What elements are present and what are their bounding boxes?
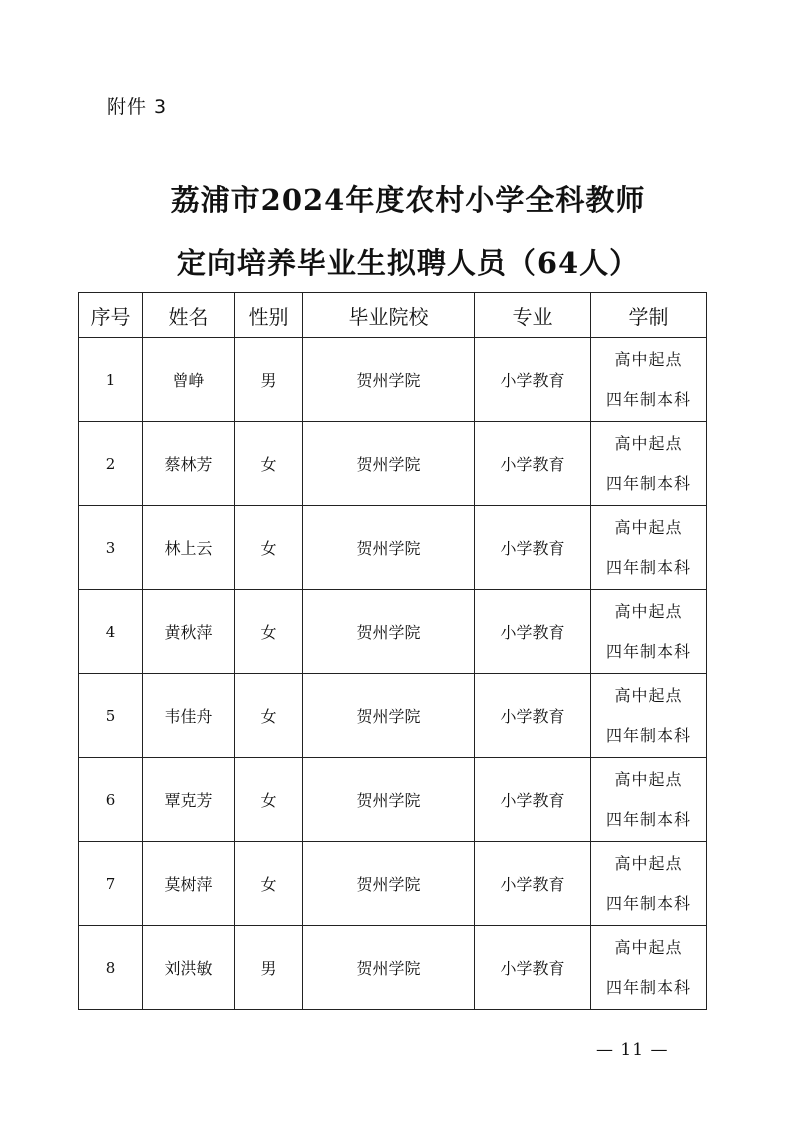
table-row (79, 422, 707, 506)
cell-gender: 女 (235, 590, 303, 674)
cell-school: 贺州学院 (303, 506, 475, 590)
system-line-2: 四年制本科 (605, 809, 691, 829)
cell-gender: 男 (235, 338, 303, 422)
cell-name: 莫树萍 (143, 842, 235, 926)
system-line-1: 高中起点 (614, 433, 683, 453)
cell-name: 刘洪敏 (143, 926, 235, 1010)
cell-no: 3 (79, 506, 143, 590)
table-row (79, 674, 707, 758)
system-line-1: 高中起点 (614, 517, 683, 537)
cell-no: 4 (79, 590, 143, 674)
document-title-line-1: 荔浦市2024年度农村小学全科教师 (170, 183, 646, 217)
system-line-2: 四年制本科 (605, 725, 691, 745)
system-line-2: 四年制本科 (605, 893, 691, 913)
document-title-line-2: 定向培养毕业生拟聘人员（64人） (176, 246, 640, 280)
cell-school: 贺州学院 (303, 674, 475, 758)
system-line-1: 高中起点 (614, 349, 683, 369)
cell-gender: 女 (235, 422, 303, 506)
header-system: 学制 (591, 293, 707, 338)
cell-school: 贺州学院 (303, 590, 475, 674)
system-line-1: 高中起点 (614, 853, 683, 873)
cell-system (591, 422, 707, 506)
cell-major: 小学教育 (475, 842, 591, 926)
cell-system (591, 926, 707, 1010)
cell-system (591, 674, 707, 758)
system-line-1: 高中起点 (614, 601, 683, 621)
cell-no: 6 (79, 758, 143, 842)
header-major: 专业 (475, 293, 591, 338)
cell-major: 小学教育 (475, 506, 591, 590)
cell-no: 5 (79, 674, 143, 758)
system-line-1: 高中起点 (614, 685, 683, 705)
table-header-row (79, 293, 707, 338)
table-row (79, 842, 707, 926)
cell-system (591, 338, 707, 422)
table-row (79, 926, 707, 1010)
cell-name: 蔡林芳 (143, 422, 235, 506)
cell-name: 曾峥 (143, 338, 235, 422)
table-row (79, 590, 707, 674)
cell-system (591, 758, 707, 842)
system-line-1: 高中起点 (614, 937, 683, 957)
system-line-2: 四年制本科 (605, 473, 691, 493)
table-row (79, 506, 707, 590)
candidate-table (78, 292, 707, 1010)
system-line-2: 四年制本科 (605, 557, 691, 577)
cell-school: 贺州学院 (303, 926, 475, 1010)
cell-gender: 女 (235, 506, 303, 590)
cell-school: 贺州学院 (303, 758, 475, 842)
cell-school: 贺州学院 (303, 842, 475, 926)
cell-gender: 女 (235, 758, 303, 842)
system-line-2: 四年制本科 (605, 641, 691, 661)
header-school: 毕业院校 (303, 293, 475, 338)
cell-major: 小学教育 (475, 422, 591, 506)
table-row (79, 338, 707, 422)
cell-name: 黄秋萍 (143, 590, 235, 674)
header-name: 姓名 (143, 293, 235, 338)
cell-no: 7 (79, 842, 143, 926)
cell-name: 覃克芳 (143, 758, 235, 842)
cell-name: 林上云 (143, 506, 235, 590)
system-line-2: 四年制本科 (605, 389, 691, 409)
cell-school: 贺州学院 (303, 338, 475, 422)
page-number: — 11 — (596, 1040, 669, 1060)
cell-system (591, 506, 707, 590)
cell-no: 2 (79, 422, 143, 506)
cell-system (591, 590, 707, 674)
header-gender: 性别 (235, 293, 303, 338)
cell-major: 小学教育 (475, 926, 591, 1010)
cell-gender: 女 (235, 842, 303, 926)
cell-gender: 女 (235, 674, 303, 758)
cell-no: 1 (79, 338, 143, 422)
cell-system (591, 842, 707, 926)
cell-no: 8 (79, 926, 143, 1010)
table-row (79, 758, 707, 842)
cell-major: 小学教育 (475, 590, 591, 674)
system-line-2: 四年制本科 (605, 977, 691, 997)
cell-name: 韦佳舟 (143, 674, 235, 758)
header-no: 序号 (79, 293, 143, 338)
system-line-1: 高中起点 (614, 769, 683, 789)
cell-gender: 男 (235, 926, 303, 1010)
cell-school: 贺州学院 (303, 422, 475, 506)
attachment-label: 附件 3 (107, 96, 168, 118)
cell-major: 小学教育 (475, 674, 591, 758)
cell-major: 小学教育 (475, 758, 591, 842)
cell-major: 小学教育 (475, 338, 591, 422)
